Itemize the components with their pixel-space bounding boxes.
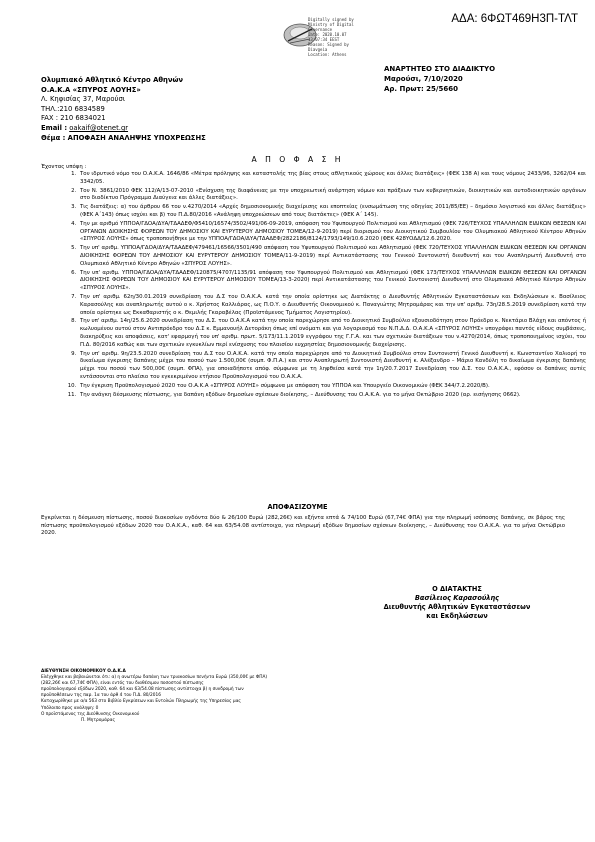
org-phone: ΤΗΛ.:210 6834589: [41, 104, 105, 113]
org-name: Ολυμπιακό Αθλητικό Κέντρο Αθηνών: [41, 76, 184, 84]
org-address: Λ. Κηφισίας 37, Μαρούσι: [41, 95, 126, 104]
list-item: 4. Την με αριθμό ΥΠΠΟΑ/ΓΔΟΑ/ΔΥΑ/ΤΔΑΔΕΦ/Φ5410/16574/3502/491/06-09-2019, απόφαση του Υφυπουργού Πολιτισμού και Αθλητισμού (ΦΕΚ 726/ΤΕΥΧΟΣ ΥΠΑΛΛΗΛΩΝ ΕΙΔΙΚΩΝ ΘΕΣΕΩΝ ΚΑΙ ΟΡΓΑΝΩΝ ΔΙΟΙΚΗΣΗΣ ΦΟΡΕΩΝ ΤΟΥ ΔΗΜΟΣΙΟΥ ΚΑΙ ΕΥΡΥΤΕΡΟΥ ΔΗΜΟΣΙΟΥ ΤΟΜΕΑ/12-9-2019) περί διορισμού του Διοικητικού Συμβουλίου του Ολυμπιακού Αθλητικού Κέντρου Αθηνών «ΣΠΥΡΟΣ ΛΟΥΗΣ» όπως τροποποιήθηκε με την ΥΠΠΟΑ/ΓΔΟΑ/ΔΥΑ/ΤΔΑΔΕΦ/2822186/8124/1793/149/10.6.2020 (ΦΕΚ 428ΥΟΔΔ/12.6.2020.: [78, 221, 586, 244]
document-date: Μαρούσι, 7/10/2020: [384, 75, 463, 83]
list-item: 11. Την ανάγκη δέσμευσης πίστωσης, για δαπάνη εξόδων δημοσίων σχέσεων διοίκησης, – Διεύθυνσης του Ο.Α.Κ.Α. για το μήνα Οκτώβριο 2020 (αρ. εισήγησης 0662).: [78, 392, 586, 400]
finance-line: Καταχωρίθηκε με α/α 563 στο Βιβλίο Εγκρίσεων και Εντολών Πληρωμής της Υπηρεσίας μας: [41, 699, 241, 705]
email-label: Email :: [41, 123, 68, 132]
finance-line: προϋπολογισμού εξόδων 2020, καθ. 64 και 63/54.08 πίστωσης αντίστοιχα β) η συνδρομή των: [41, 687, 244, 693]
decide-body: Εγκρίνεται η δέσμευση πίστωσης, ποσού διακοσίων ογδόντα δύο & 26/100 Ευρώ (282,26€) και εξήντα επτά & 74/100 Ευρώ (67,74€ ΦΠΑ) για την πληρωμή ισόποσης δαπάνης, σε βάρος της πίστωσης προϋπολογισμού εξόδων 2020 του Ο.Α.Κ.Α., καθ. 64 και 63/54.08 αντίστοιχα, για πληρωμή εξόδων δημοσίων σχέσεων διοίκησης, – Διεύθυνσης του Ο.Α.Κ.Α. για το μήνα Οκτώβριο 2020.: [41, 515, 565, 536]
finance-verification-block: [41, 669, 381, 724]
list-item: 6. Την υπ' αριθμ. ΥΠΠΟΑ/ΓΔΟΑ/ΔΥΑ/ΤΔΑΔΕΦ/120875/4707/1135/91 απόφαση του Υφυπουργού Πολιτισμού και Αθλητισμού (ΦΕΚ 173/ΤΕΥΧΟΣ ΥΠΑΛΛΗΛΩΝ ΕΙΔΙΚΩΝ ΘΕΣΕΩΝ ΚΑΙ ΟΡΓΑΝΩΝ ΔΙΟΙΚΗΣΗΣ ΦΟΡΕΩΝ ΤΟΥ ΔΗΜΟΣΙΟΥ ΚΑΙ ΕΥΡΥΤΕΡΟΥ ΔΗΜΟΣΙΟΥ ΤΟΜΕΑ/13-3-2020) περί Αντικατάστασης του Γενικού Συντονιστή Διευθυντή στο Ολυμπιακό Αθλητικό Κέντρο Αθηνών «ΣΠΥΡΟΣ ΛΟΥΗΣ».: [78, 270, 586, 293]
finance-line: Ο προϊστάμενος της Διεύθυνσης Οικονομικού: [41, 711, 140, 717]
org-short-name: Ο.Α.Κ.Α «ΣΠΥΡΟΣ ΛΟΥΗΣ»: [41, 85, 141, 94]
decision-title: Α Π Ο Φ Α Σ Η: [251, 155, 344, 164]
list-item: 7. Την υπ' αριθμ. 62η/30.01.2019 συνεδρίαση του Δ.Σ του Ο.Α.Κ.Α. κατά την οποία ορίστηκε ως Διατάκτης ο Διευθυντής Αθλητικών Εγκαταστάσεων και Εκδηλώσεων κ. Βασίλειος Καρασούλης και αναπληρωτής αυτού ο κ. Χρήστος Καλλιάρας, ως Π.Ο.Υ. ο Διευθυντής Οικονομικού κ. Παναγιώτης Μητρομάρας και την υπ' αριθμ. 73η/28.5.2019 συνεδρίαση κατά την οποία ορίστηκε ως Εκκαθαριστής ο κ. Θεμιλής Γκαραβέλας (Προϊστάμενος Τμήματος Λογιστηρίου).: [78, 294, 586, 317]
signatory-role-cont: και Εκδηλώσεων: [426, 612, 488, 620]
organization-block: [41, 76, 206, 143]
list-item: 3. Τις διατάξεις: α) του άρθρου 66 του ν.4270/2014 «Αρχές δημοσιονομικής διαχείρισης και εποπτείας (ενσωμάτωση της οδηγίας 2011/85/ΕΕ) – δημόσιο λογιστικό και άλλες διατάξεις» (ΦΕΚ Α΄143) όπως ισχύει και β) του Π.Δ.80/2016 «Ανάληψη υποχρεώσεων από τους διατάκτες» (ΦΕΚ Α΄ 145).: [78, 204, 586, 220]
considerations-list: [56, 171, 586, 400]
finance-line: προϋποθέσεων της παρ. 1α του άρθ 4 του Π.Δ. 80/2016: [41, 693, 161, 699]
email-link[interactable]: oakaif@otenet.gr: [69, 123, 129, 132]
finance-line: Π. Μητρομάρας: [81, 717, 115, 723]
protocol-number: Αρ. Πρωτ: 25/5660: [384, 85, 458, 93]
finance-line: (282,26€ και 67,74€ ΦΠΑ), είναι εντός του διαθέσιμου ποσοστού πίστωσης: [41, 681, 204, 687]
digital-signature-stamp: [282, 17, 432, 55]
list-item: 5. Την υπ' αριθμ. ΥΠΠΟΑ/ΓΔΟΑ/ΔΥΑ/ΤΔΑΔΕΦ/479461/16566/3501/490 απόφαση του Υφυπουργού Πολιτισμού και Αθλητισμού (ΦΕΚ 720/ΤΕΥΧΟΣ ΥΠΑΛΛΗΛΩΝ ΕΙΔΙΚΩΝ ΘΕΣΕΩΝ ΚΑΙ ΟΡΓΑΝΩΝ ΔΙΟΙΚΗΣΗΣ ΦΟΡΕΩΝ ΤΟΥ ΔΗΜΟΣΙΟΥ ΚΑΙ ΕΥΡΥΤΕΡΟΥ ΔΗΜΟΣΙΟΥ ΤΟΜΕΑ/11-9-2019) περί Αντικατάστασης του Γενικού Συντονιστή διευθυντή και του Αναπληρωτή Διευθυντή στο Ολυμπιακό Αθλητικό Κέντρο Αθηνών «ΣΠΥΡΟΣ ΛΟΥΗΣ».: [78, 245, 586, 268]
list-item: 10. Την έγκριση Προϋπολογισμού 2020 του Ο.Α.Κ.Α «ΣΠΥΡΟΣ ΛΟΥΗΣ» σύμφωνα με απόφαση του ΥΠΠΟΑ και Υπουργείο Οικονομικών (ΦΕΚ 344/7.2.2020/Β).: [78, 383, 586, 391]
list-item: 2. Τον Ν. 3861/2010 ΦΕΚ 112/Α/13-07-2010 «Ενίσχυση της διαφάνειας με την υποχρεωτική ανάρτηση νόμων και πράξεων των κυβερνητικών, διοικητικών και αυτοδιοικητικών οργάνων στο διαδίκτυο Πρόγραμμα Διαύγεια και άλλες διατάξεις».: [78, 188, 586, 204]
subject-line: Θέμα : ΑΠΟΦΑΣΗ ΑΝΑΛΗΨΗΣ ΥΠΟΧΡΕΩΣΗΣ: [41, 133, 206, 142]
decide-heading: ΑΠΟΦΑΣΙΖΟΥΜΕ: [267, 503, 328, 511]
finance-line: Ελέγχθηκε και βεβαιώνεται ότι: α) η ανωτέρω δαπάνη των τριακοσίων πενήντα Ευρώ (350,00€ με ΦΠΑ): [41, 675, 268, 681]
list-item: 8. Την υπ' αριθμ. 14η/25.6.2020 συνεδρίαση του Δ.Σ. του Ο.Α.Κ.Α κατά την οποία παρεχώρησε από το Διοικητικό Συμβούλιο εξουσιοδότηση στον Πρόεδρο κ. Νεκτάριο Βλάχη και απόντος ή κωλυομένου αυτού στον Αντιπρόεδρο του Δ.Σ κ. Εμμανουήλ Δετοράκη όπως επί ονόματι και για λογαριασμό του Ν.Π.Δ.Δ. Ο.Α.Κ.Α «ΣΠΥΡΟΣ ΛΟΥΗΣ» υπογράφει παντός είδους συμβάσεις, διακηρύξεις και αποφάσεις, κατ' εφαρμογή του υπ' αριθμ. πρωτ. 5/173/11.1.2019 εγγράφου της Γ.Γ.Α. και των σχετικών διατάξεων του ν.4270/2014, όπως τροποποιημένος ισχύει, του Π.Δ. 80/2016 καθώς και των σχετικών εγκυκλίων περί ενίσχυσης του πλαισίου ευχρηστίας δημοσιονομικής διαχείρισης.: [78, 318, 586, 349]
posted-online-label: ΑΝΑΡΤΗΤΕΟ ΣΤΟ ΔΙΑΔΙΚΤΥΟ: [384, 65, 496, 73]
intro-text: Έχοντας υπόψη :: [41, 164, 87, 170]
posting-header: [384, 64, 495, 94]
signatory-name: Βασίλειος Καρασούλης: [414, 594, 500, 602]
finance-line: Υπόλοιπο προς ανάληψη: 0: [41, 705, 99, 711]
list-item: 9. Την υπ' αριθμ. 9η/23.5.2020 συνεδρίαση του Δ.Σ του Ο.Α.Κ.Α. κατά την οποία παρεχώρησε από το Διοικητικό Συμβούλιο στον Συντονιστή Γενικό Διευθυντή κ. Κωνσταντίνο Χαλιορή το δικαίωμα έγκρισης δαπάνης μέχρι του ποσού των 1.500,00€ (συμπ. Φ.Π.Α.) και στον Αναπληρωτή Συντονιστή Διευθυντή κ. Αλέξανδρο – Μάριο Κανδύλη το δικαίωμα έγκρισης δαπάνης μέχρι του ποσού των 500,00€ (συμπ. ΦΠΑ), για οποιαδήποτε απόφ. σύμφωνα με τη ληφθείσα κατά την 1η/20.7.2017 Συνεδρίαση του Δ.Σ. του Ο.Α.Κ.Α., εφόσον οι δαπάνες αυτές εντάσσονται στο πλαίσιο του εγκεκριμένου ετήσιου Προϋπολογισμού του Ο.Α.Κ.Α.: [78, 351, 586, 382]
finance-heading: ΔΙΕΥΘΥΝΣΗ ΟΙΚΟΝΟΜΙΚΟΥ Ο.Α.Κ.Α: [41, 669, 126, 674]
signatory-label: Ο ΔΙΑΤΑΚΤΗΣ: [432, 585, 482, 593]
list-item: 1. Τον ιδρυτικό νόμο του Ο.Α.Κ.Α. 1646/86 «Μέτρα πρόληψης και καταστολής της βίας στους αθλητικούς χώρους και άλλες διατάξεις» (ΦΕΚ 138 Α) και τους νόμους 2433/96, 3262/04 και 3342/05.: [78, 171, 586, 187]
signatory-role: Διευθυντής Αθλητικών Εγκαταστάσεων: [383, 603, 531, 611]
ada-code: ΑΔΑ: 6ΦΩΤ469Η3Π-ΤΛΤ: [451, 13, 578, 25]
signature-text: Digitally signed by Ministry of Digital Governance Date: 2020.10.07 13:07:34 EEST Reason: Signed by Diavgeia Location: Athens: [308, 17, 354, 57]
signatory-block: [362, 585, 552, 621]
org-fax: FAX : 210 6834021: [41, 114, 106, 123]
